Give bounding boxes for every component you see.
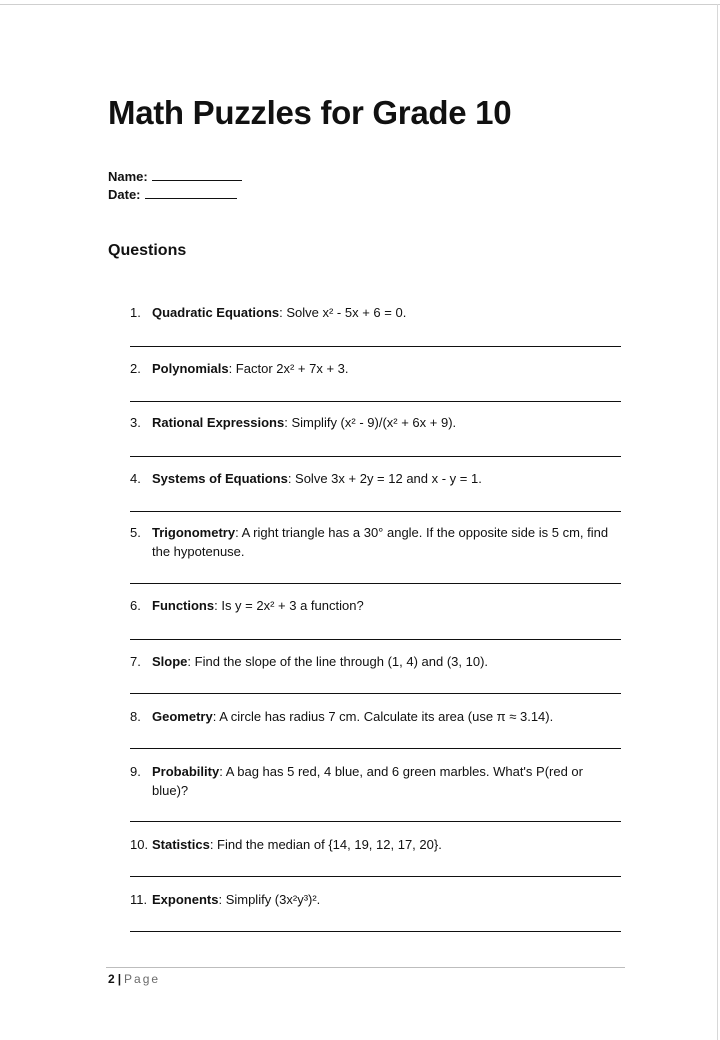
question-label: Trigonometry bbox=[152, 525, 236, 540]
question-item bbox=[130, 413, 610, 432]
date-blank-line bbox=[145, 187, 237, 199]
question-item bbox=[130, 652, 610, 671]
question-text: : Factor 2x² + 7x + 3. bbox=[228, 361, 349, 376]
question-item bbox=[130, 469, 610, 488]
answer-line bbox=[130, 456, 621, 457]
question-number: 8. bbox=[130, 709, 141, 724]
question-text: : A bag has 5 red, 4 blue, and 6 green marbles. What's P(red or blue)? bbox=[152, 764, 583, 798]
question-number: 6. bbox=[130, 598, 141, 613]
question-number: 10. bbox=[130, 837, 149, 852]
page-right-border bbox=[717, 4, 718, 1040]
question-number: 4. bbox=[130, 471, 141, 486]
question-item bbox=[130, 596, 610, 615]
question-text: : Solve 3x + 2y = 12 and x - y = 1. bbox=[287, 471, 482, 486]
question-text: : Find the slope of the line through (1, 4) and (3, 10). bbox=[187, 654, 489, 669]
question-item bbox=[130, 523, 610, 561]
question-number: 9. bbox=[130, 764, 141, 779]
question-item bbox=[130, 707, 610, 726]
date-field bbox=[108, 187, 237, 202]
question-number: 3. bbox=[130, 415, 141, 430]
answer-line bbox=[130, 931, 621, 932]
question-label: Systems of Equations bbox=[152, 471, 288, 486]
question-text: : A circle has radius 7 cm. Calculate its area (use π ≈ 3.14). bbox=[212, 709, 554, 724]
question-text: : Is y = 2x² + 3 a function? bbox=[214, 598, 364, 613]
question-number: 1. bbox=[130, 305, 141, 320]
page-word: Page bbox=[124, 972, 161, 986]
question-text: : Find the median of {14, 19, 12, 17, 20}. bbox=[209, 837, 442, 852]
question-number: 5. bbox=[130, 525, 141, 540]
questions-heading: Questions bbox=[108, 242, 187, 259]
question-label: Quadratic Equations bbox=[152, 305, 280, 320]
answer-line bbox=[130, 821, 621, 822]
question-text: : Simplify (3x²y³)². bbox=[218, 892, 321, 907]
question-item bbox=[130, 835, 610, 854]
question-label: Probability bbox=[152, 764, 220, 779]
question-text: : A right triangle has a 30° angle. If the opposite side is 5 cm, find the hypotenuse. bbox=[152, 525, 609, 559]
question-label: Polynomials bbox=[152, 361, 229, 376]
question-text: : Simplify (x² - 9)/(x² + 6x + 9). bbox=[284, 415, 457, 430]
footer-divider bbox=[106, 967, 625, 968]
answer-line bbox=[130, 583, 621, 584]
name-label: Name: bbox=[108, 169, 148, 184]
question-label: Functions bbox=[152, 598, 215, 613]
question-item bbox=[130, 359, 610, 378]
name-blank-line bbox=[152, 169, 242, 181]
question-text: : Solve x² - 5x + 6 = 0. bbox=[279, 305, 407, 320]
question-label: Statistics bbox=[152, 837, 210, 852]
page-number: 2 bbox=[108, 972, 115, 986]
answer-line bbox=[130, 876, 621, 877]
date-label: Date: bbox=[108, 187, 141, 202]
answer-line bbox=[130, 639, 621, 640]
answer-line bbox=[130, 693, 621, 694]
page-footer bbox=[108, 972, 160, 986]
answer-line bbox=[130, 346, 621, 347]
question-number: 2. bbox=[130, 361, 141, 376]
question-label: Geometry bbox=[152, 709, 213, 724]
name-field bbox=[108, 169, 242, 184]
question-item bbox=[130, 762, 610, 800]
question-number: 7. bbox=[130, 654, 141, 669]
footer-separator: | bbox=[117, 972, 122, 986]
answer-line bbox=[130, 511, 621, 512]
answer-line bbox=[130, 401, 621, 402]
question-item bbox=[130, 303, 610, 322]
page-top-border bbox=[0, 4, 720, 5]
question-label: Exponents bbox=[152, 892, 219, 907]
question-item bbox=[130, 890, 610, 909]
question-label: Rational Expressions bbox=[152, 415, 285, 430]
question-number: 11. bbox=[130, 892, 148, 907]
question-label: Slope bbox=[152, 654, 188, 669]
document-title: Math Puzzles for Grade 10 bbox=[108, 94, 512, 131]
answer-line bbox=[130, 748, 621, 749]
